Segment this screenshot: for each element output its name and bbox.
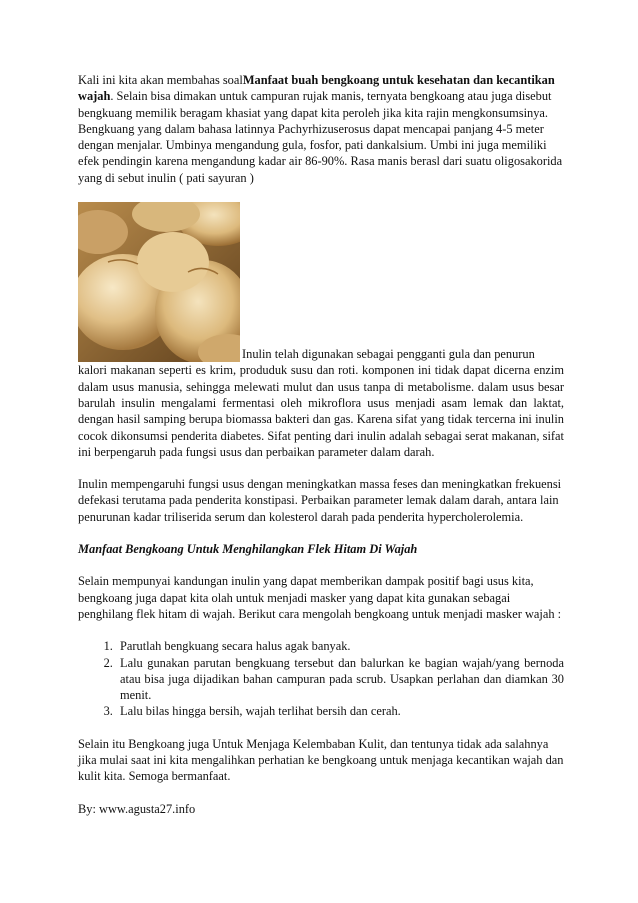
image-section xyxy=(78,202,564,362)
paragraph-kelembaban: Selain itu Bengkoang juga Untuk Menjaga Kelembaban Kulit, dan tentunya tidak ada salahnya jika mulai saat ini kita mengalihkan perhatian ke bengkoang untuk menjaga kecantikan wajah dan kulit kita. Semoga bermanfaat. xyxy=(78,736,564,784)
step-item: 2. Lalu gunakan parutan bengkuang tersebut dan balurkan ke bagian wajah/yang bernoda atau bisa juga dijadikan bahan campuran pada scrub. Usapkan perlahan dan diamkan 30 menit. xyxy=(116,655,564,704)
paragraph-fungsi-usus: Inulin mempengaruhi fungsi usus dengan meningkatkan massa feses dan meningkatkan frekuensi defekasi terutama pada penderita konstipasi. Perbaikan parameter lemak dalam darah, antara lain penurunan kadar triliserida serum dan kolesterol darah pada penderita hypercholerolemia. xyxy=(78,477,562,524)
step-item: 1. Parutlah bengkuang secara halus agak banyak. xyxy=(116,638,564,654)
section-heading: Manfaat Bengkoang Untuk Menghilangkan Flek Hitam Di Wajah xyxy=(78,542,418,557)
byline: By: www.agusta27.info xyxy=(78,801,196,816)
article xyxy=(78,72,564,833)
inulin-paragraph: kalori makanan seperti es krim, produduk susu dan roti. komponen ini tidak dapat dicerna enzim dalam usus manusia, sehingga melewati mulut dan usus tanpa di metabolisme. dalam usus besar barulah insulin mengalami fermentasi oleh mikroflora usus menjadi asam lemak dan laktat, dengan hasil samping berupa biomassa bakteri dan gas. Karena sifat yang tidak tercerna ini inulin cocok dikonsumsi penderita diabetes. Sifat penting dari inulin adalah sebagai serat makanan, sifat ini berpengaruh pada fungsi usus dan perbaikan parameter dalam darah. xyxy=(78,363,564,459)
intro-text-rest: . Selain bisa dimakan untuk campuran rujak manis, ternyata bengkoang atau juga disebut bengkuang memilik beragam khasiat yang dapat kita peroleh jika kita rajin mengkonsumsinya. Bengkuang yang dalam bahasa latinnya Pachyrhizuserosus dapat mencapai panjang 4-5 meter dengan menjalar. Umbinya mengandung gula, fosfor, pati dankalsium. Umbi ini juga memiliki efek pendingin karena mengandung kadar air 86-90%. Rasa manis berasl dari suatu oligosakorida yang di sebut inulin ( pati sayuran ) xyxy=(78,89,563,185)
inulin-first-line: Inulin telah digunakan sebagai pengganti gula dan penurun xyxy=(242,347,535,362)
paragraph-masker: Selain mempunyai kandungan inulin yang dapat memberikan dampak positif bagi usus kita, bengkoang juga dapat kita olah untuk menjadi masker yang dapat kita gunakan sebagai penghilang flek hitam di wajah. Berikut cara mengolah bengkoang untuk menjadi masker wajah : xyxy=(78,574,562,621)
jicama-photo xyxy=(78,202,240,362)
intro-bold-title: Manfaat buah bengkoang untuk kesehatan dan kecantikan wajah xyxy=(78,73,555,104)
intro-text-start: Kali ini kita akan membahas soal xyxy=(78,73,243,87)
step-item: 3. Lalu bilas hingga bersih, wajah terlihat bersih dan cerah. xyxy=(116,703,564,719)
intro-paragraph xyxy=(78,72,564,186)
steps-list xyxy=(78,638,564,719)
